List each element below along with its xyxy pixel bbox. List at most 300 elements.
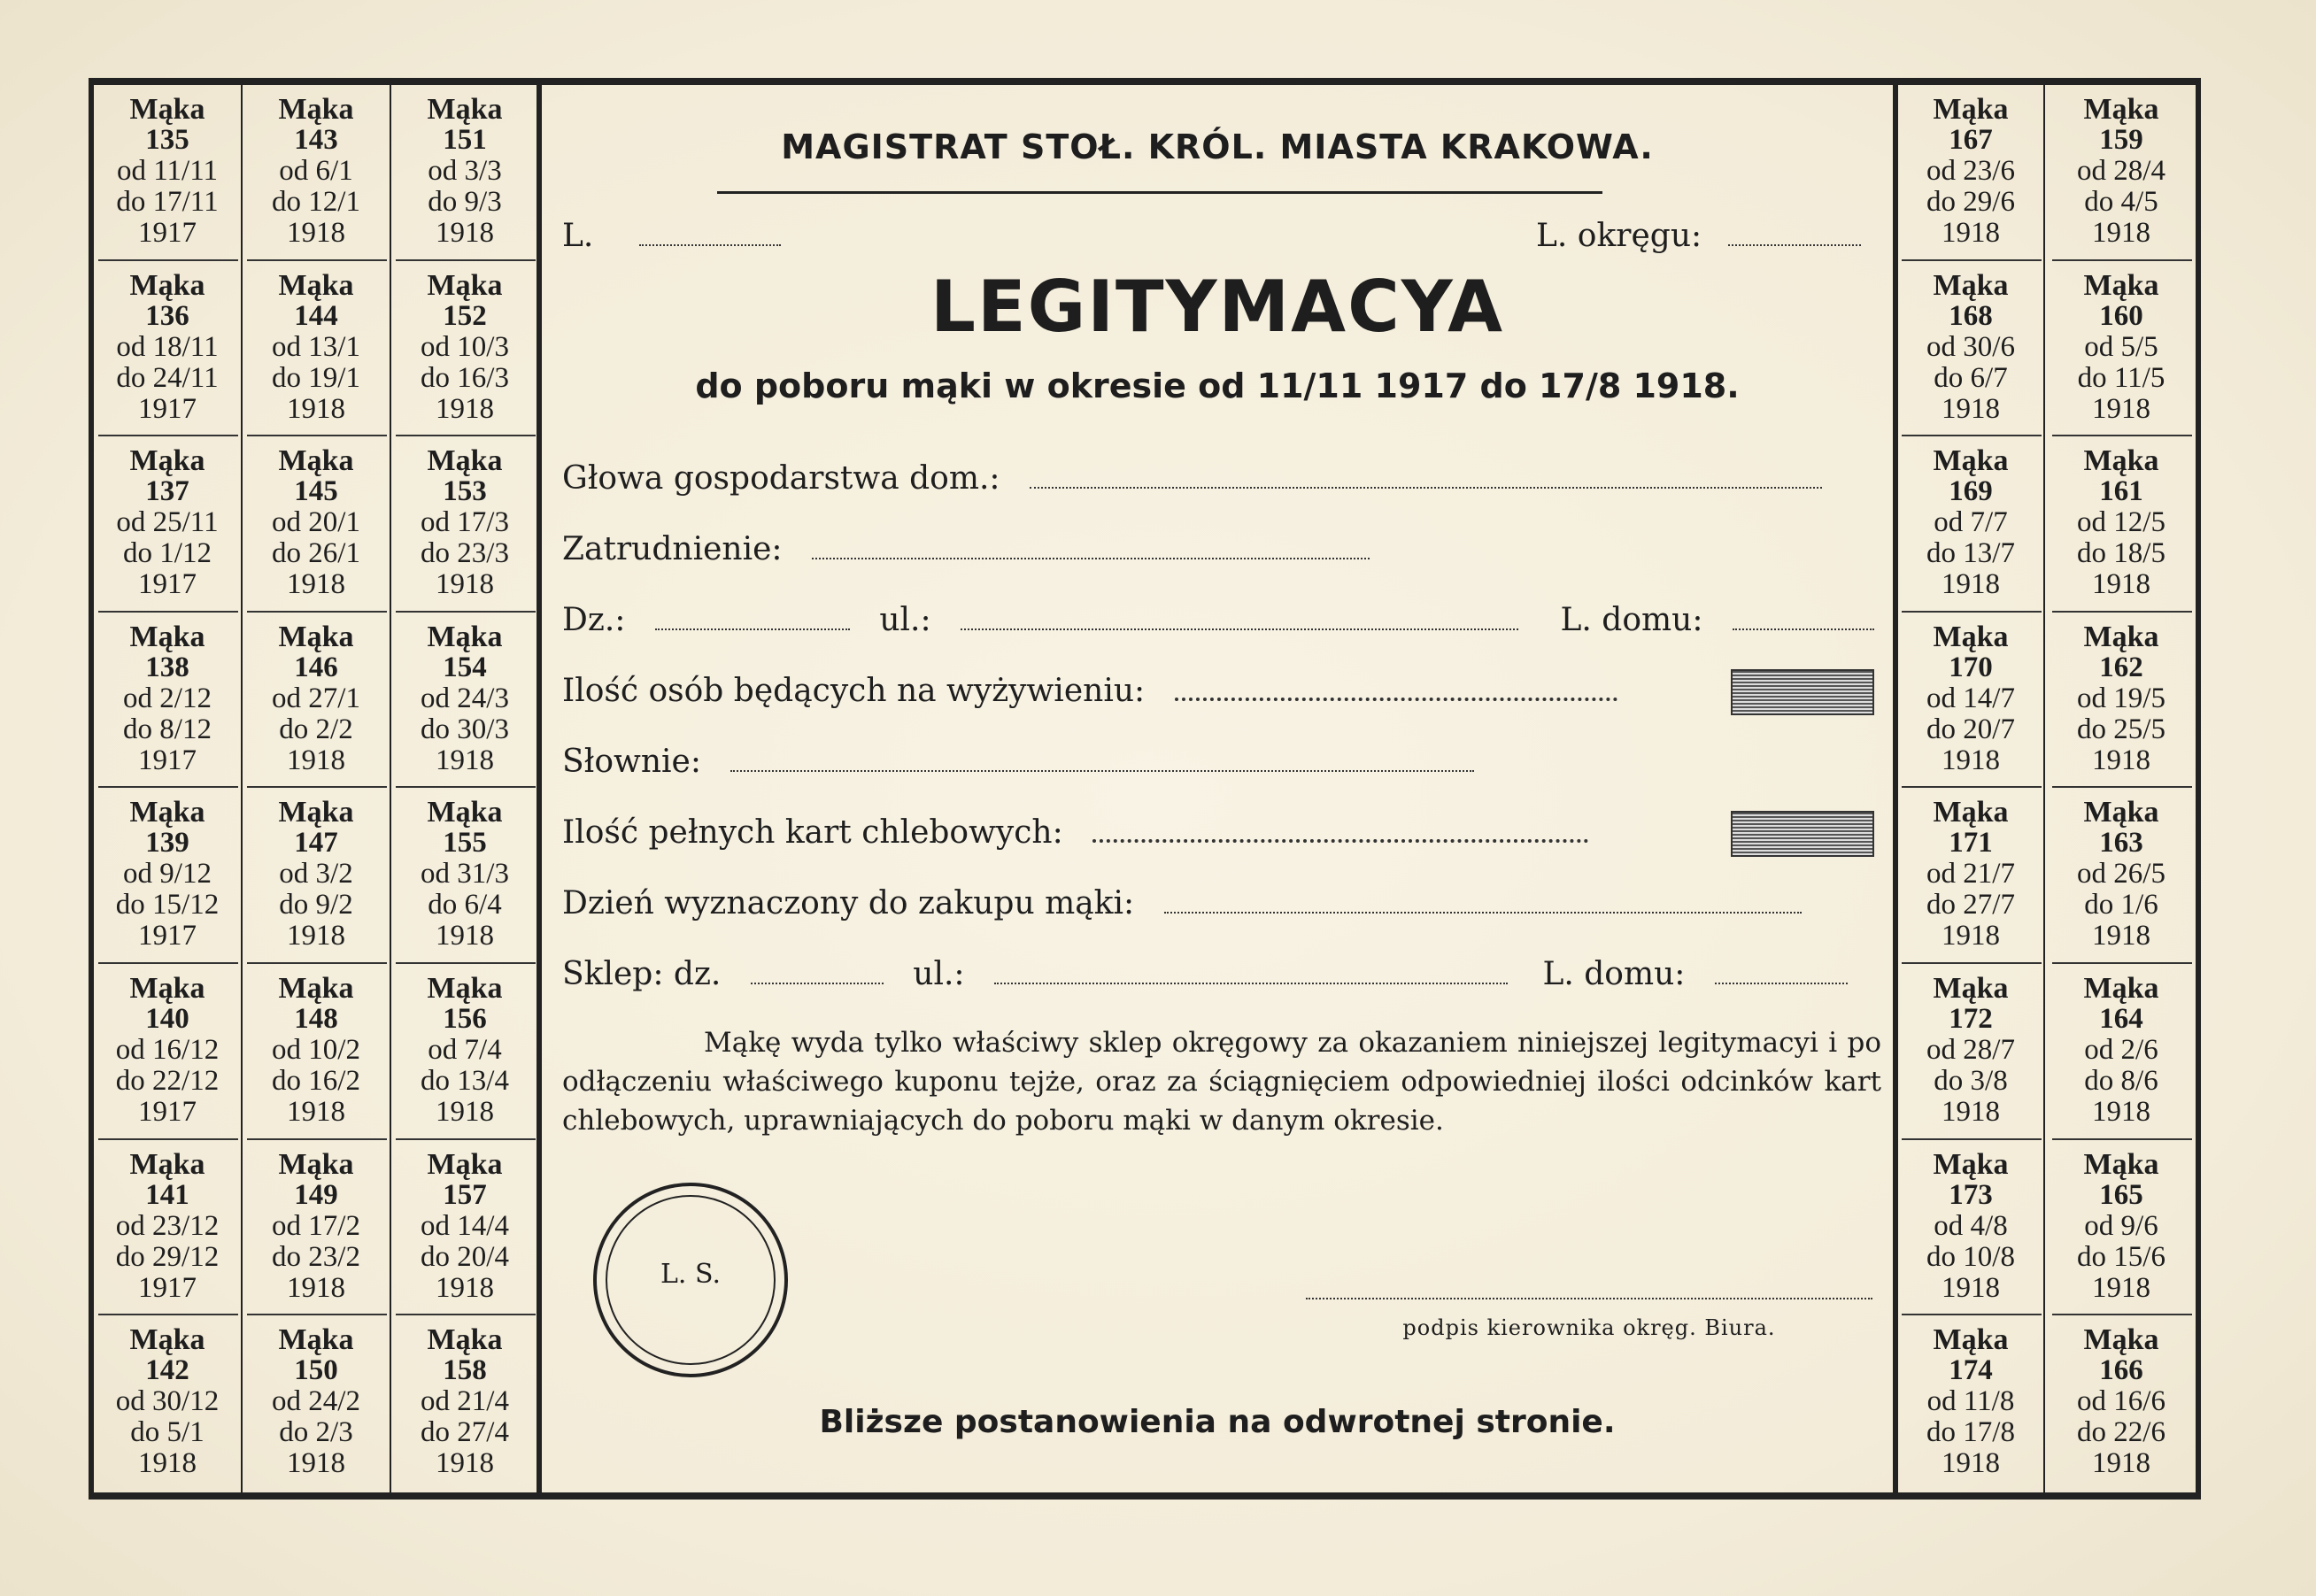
coupon-cell[interactable] (93, 613, 242, 788)
coupon-separator (396, 1138, 536, 1140)
coupon-heading: Mąka (129, 620, 205, 653)
coupon-to: do 3/8 (1934, 1065, 2008, 1097)
coupon-year: 1918 (287, 217, 345, 249)
coupon-heading: Mąka (427, 620, 503, 653)
coupon-cell[interactable] (2047, 613, 2196, 788)
l-label: L. (562, 218, 594, 254)
sklep-ul-label: ul.: (913, 956, 965, 992)
coupon-year: 1917 (138, 392, 197, 425)
coupon-year: 1918 (287, 920, 345, 952)
coupon-to: do 2/3 (279, 1416, 353, 1449)
coupon-from: od 10/2 (272, 1034, 360, 1066)
coupon-from: od 2/6 (2084, 1034, 2158, 1066)
coupon-year: 1918 (2092, 392, 2150, 425)
coupon-cell[interactable] (1896, 436, 2045, 612)
glowa-label: Głowa gospodarstwa dom.: (562, 460, 1000, 497)
glowa-row (562, 460, 1822, 497)
coupon-separator (98, 1138, 238, 1140)
coupon-to: do 9/2 (279, 889, 353, 921)
coupon-cell[interactable] (390, 964, 539, 1139)
coupon-cell[interactable] (390, 1140, 539, 1315)
coupon-to: do 17/11 (116, 186, 219, 218)
coupon-separator (1902, 1314, 2042, 1315)
coupon-from: od 14/7 (1926, 682, 2015, 714)
coupon-to: do 20/7 (1926, 713, 2015, 745)
coupon-heading: Mąka (1933, 972, 2009, 1005)
coupon-cell[interactable] (93, 85, 242, 260)
coupon-from: od 26/5 (2077, 858, 2165, 891)
coupon-to: do 26/1 (272, 537, 360, 570)
coupon-number: 144 (294, 299, 338, 332)
coupon-to: do 1/12 (123, 537, 212, 570)
coupon-year: 1918 (436, 920, 494, 952)
coupon-cell[interactable] (93, 788, 242, 963)
coupon-year: 1918 (1942, 1271, 2000, 1304)
coupon-cell[interactable] (93, 436, 242, 612)
coupon-heading: Mąka (129, 444, 205, 478)
coupon-from: od 31/3 (421, 858, 509, 891)
coupon-number: 146 (294, 651, 338, 683)
seal-label: L. S. (660, 1259, 721, 1290)
coupon-to: do 10/8 (1926, 1240, 2015, 1273)
l-number-field[interactable] (639, 243, 781, 246)
coupon-number: 161 (2099, 475, 2143, 508)
zatrudnienie-label: Zatrudnienie: (562, 531, 783, 567)
coupon-cell[interactable] (1896, 261, 2045, 436)
coupon-year: 1918 (1942, 568, 2000, 601)
coupon-cell[interactable] (1896, 1315, 2045, 1491)
document-subtitle: do poboru mąki w okresie od 11/11 1917 do 17/8 1918. (695, 366, 1740, 405)
kart-row (562, 814, 1588, 851)
coupon-cell[interactable] (93, 964, 242, 1139)
coupon-from: od 27/1 (272, 682, 360, 714)
coupon-cell[interactable] (242, 85, 390, 260)
coupon-year: 1918 (287, 1271, 345, 1304)
osob-label: Ilość osób będących na wyżywieniu: (562, 673, 1146, 709)
coupon-cell[interactable] (2047, 1140, 2196, 1315)
coupon-year: 1918 (436, 392, 494, 425)
footer-note: Bliższe postanowienia na odwrotnej stronie. (819, 1404, 1616, 1440)
coupon-number: 162 (2099, 651, 2143, 683)
coupon-year: 1918 (1942, 1096, 2000, 1128)
sklep-ul-field[interactable] (994, 982, 1508, 984)
coupon-to: do 12/1 (272, 186, 360, 218)
coupon-cell[interactable] (390, 436, 539, 612)
okregu-row (1536, 218, 1861, 254)
coupon-column (2047, 85, 2196, 1492)
dzien-row (562, 885, 1802, 921)
coupon-from: od 6/1 (279, 155, 353, 187)
dz-label: Dz.: (562, 602, 626, 638)
coupon-to: do 29/6 (1926, 186, 2015, 218)
coupon-number: 169 (1949, 475, 1993, 508)
coupon-to: do 6/4 (428, 889, 502, 921)
coupon-heading: Mąka (2083, 972, 2159, 1005)
coupon-cell[interactable] (2047, 261, 2196, 436)
sklep-dz-field[interactable] (751, 982, 884, 984)
coupon-from: od 20/1 (272, 506, 360, 539)
coupon-heading: Mąka (278, 268, 354, 302)
coupon-column (242, 85, 390, 1492)
coupon-year: 1918 (436, 568, 494, 601)
coupon-year: 1918 (287, 568, 345, 601)
coupon-to: do 27/7 (1926, 889, 2015, 921)
l-number-row (562, 218, 781, 254)
ldomu-field[interactable] (1733, 628, 1874, 630)
coupon-number: 156 (443, 1003, 487, 1035)
coupon-cell[interactable] (242, 1315, 390, 1491)
coupon-number: 157 (443, 1178, 487, 1211)
coupon-separator (396, 1314, 536, 1315)
coupon-from: od 7/4 (428, 1034, 502, 1066)
coupon-to: do 22/12 (115, 1065, 220, 1097)
slownie-label: Słownie: (562, 744, 701, 780)
osob-leader (1175, 697, 1617, 701)
coupon-cell[interactable] (2047, 85, 2196, 260)
coupon-heading: Mąka (129, 268, 205, 302)
coupon-separator (396, 786, 536, 788)
coupon-heading: Mąka (427, 444, 503, 478)
coupon-heading: Mąka (2083, 93, 2159, 126)
coupon-from: od 16/6 (2077, 1385, 2165, 1418)
coupon-from: od 17/3 (421, 506, 509, 539)
coupon-cell[interactable] (2047, 788, 2196, 963)
coupon-to: do 13/7 (1926, 537, 2015, 570)
coupon-separator (396, 611, 536, 613)
coupon-from: od 28/4 (2077, 155, 2165, 187)
coupon-year: 1918 (2092, 920, 2150, 952)
coupon-to: do 4/5 (2084, 186, 2158, 218)
coupon-separator (247, 1138, 387, 1140)
coupon-to: do 15/6 (2077, 1240, 2165, 1273)
coupon-separator (1902, 435, 2042, 436)
glowa-field[interactable] (1030, 486, 1822, 489)
kart-label: Ilość pełnych kart chlebowych: (562, 814, 1063, 851)
coupon-separator (2052, 1138, 2192, 1140)
coupon-number: 160 (2099, 299, 2143, 332)
coupon-year: 1918 (2092, 217, 2150, 249)
coupon-from: od 16/12 (115, 1034, 220, 1066)
coupon-cell[interactable] (1896, 788, 2045, 963)
coupon-separator (1902, 962, 2042, 964)
coupon-to: do 2/2 (279, 713, 353, 745)
coupon-heading: Mąka (2083, 268, 2159, 302)
coupon-number: 158 (443, 1354, 487, 1387)
coupon-from: od 12/5 (2077, 506, 2165, 539)
coupon-year: 1918 (287, 392, 345, 425)
coupon-separator (396, 259, 536, 261)
legitimation-form (540, 85, 1895, 1492)
coupon-to: do 1/6 (2084, 889, 2158, 921)
coupon-cell[interactable] (390, 261, 539, 436)
coupon-to: do 20/4 (421, 1240, 509, 1273)
coupon-number: 137 (145, 475, 189, 508)
coupon-cell[interactable] (242, 261, 390, 436)
coupon-to: do 29/12 (115, 1240, 220, 1273)
coupon-to: do 22/6 (2077, 1416, 2165, 1449)
coupon-year: 1918 (436, 1447, 494, 1480)
coupon-from: od 3/3 (428, 155, 502, 187)
kart-leader (1092, 838, 1588, 843)
coupon-from: od 28/7 (1926, 1034, 2015, 1066)
coupon-to: do 18/5 (2077, 537, 2165, 570)
signature-caption: podpis kierownika okręg. Biura. (1402, 1315, 1776, 1340)
coupon-number: 138 (145, 651, 189, 683)
coupon-heading: Mąka (278, 1323, 354, 1357)
coupon-separator (247, 786, 387, 788)
coupon-heading: Mąka (1933, 796, 2009, 829)
coupon-year: 1918 (1942, 217, 2000, 249)
coupon-heading: Mąka (1933, 1147, 2009, 1181)
coupon-heading: Mąka (129, 1323, 205, 1357)
coupon-number: 136 (145, 299, 189, 332)
coupon-to: do 17/8 (1926, 1416, 2015, 1449)
coupon-separator (98, 259, 238, 261)
coupon-number: 159 (2099, 124, 2143, 156)
seal-circle (593, 1183, 788, 1377)
coupon-year: 1918 (287, 1096, 345, 1128)
notice-paragraph: Mąkę wyda tylko właściwy sklep okręgowy za okazaniem niniejszej legitymacyi i po odłączeniu właściwego kuponu tejże, oraz za ściągnięciem odpowiedniej ilości odcinków kart chlebowych, uprawniających do poboru mąki w danym okresie. (562, 1027, 1881, 1137)
coupon-year: 1917 (138, 568, 197, 601)
coupon-year: 1918 (2092, 1447, 2150, 1480)
coupon-year: 1918 (138, 1447, 197, 1480)
coupon-to: do 8/12 (123, 713, 212, 745)
sklep-row (562, 956, 1848, 992)
coupon-separator (247, 259, 387, 261)
dz-field[interactable] (655, 628, 850, 630)
coupon-number: 154 (443, 651, 487, 683)
coupon-cell[interactable] (93, 1140, 242, 1315)
coupon-year: 1917 (138, 1096, 197, 1128)
coupon-cell[interactable] (93, 1315, 242, 1491)
coupon-to: do 15/12 (115, 889, 220, 921)
coupon-cell[interactable] (242, 788, 390, 963)
coupon-heading: Mąka (2083, 444, 2159, 478)
coupon-cell[interactable] (1896, 964, 2045, 1139)
coupon-cell[interactable] (2047, 964, 2196, 1139)
coupon-year: 1918 (436, 1096, 494, 1128)
coupon-number: 149 (294, 1178, 338, 1211)
coupon-from: od 21/4 (421, 1385, 509, 1418)
coupon-from: od 17/2 (272, 1209, 360, 1242)
okregu-label: L. okręgu: (1536, 218, 1702, 254)
osob-count-box[interactable] (1731, 669, 1874, 715)
sklep-label: Sklep: dz. (562, 956, 722, 992)
ul-field[interactable] (961, 628, 1518, 630)
coupon-number: 170 (1949, 651, 1993, 683)
frame-top-border (89, 78, 2201, 85)
coupon-heading: Mąka (129, 796, 205, 829)
header-rule (717, 191, 1602, 194)
coupon-separator (247, 962, 387, 964)
coupon-heading: Mąka (427, 268, 503, 302)
coupon-from: od 30/12 (115, 1385, 220, 1418)
coupon-number: 152 (443, 299, 487, 332)
coupon-separator (1902, 259, 2042, 261)
coupon-year: 1918 (2092, 568, 2150, 601)
coupon-number: 141 (145, 1178, 189, 1211)
coupon-year: 1917 (138, 1271, 197, 1304)
coupon-to: do 24/11 (116, 361, 219, 394)
coupon-to: do 27/4 (421, 1416, 509, 1449)
coupon-number: 172 (1949, 1003, 1993, 1035)
coupon-separator (98, 1314, 238, 1315)
coupon-separator (98, 611, 238, 613)
coupon-separator (98, 435, 238, 436)
coupon-from: od 23/12 (115, 1209, 220, 1242)
slownie-row (562, 744, 1474, 780)
coupon-from: od 23/6 (1926, 155, 2015, 187)
coupon-from: od 18/11 (116, 330, 219, 363)
address-row (562, 602, 1874, 638)
coupon-column (93, 85, 242, 1492)
coupon-heading: Mąka (1933, 1323, 2009, 1357)
coupon-cell[interactable] (242, 436, 390, 612)
coupon-cell[interactable] (390, 1315, 539, 1491)
coupon-heading: Mąka (427, 1147, 503, 1181)
coupon-year: 1918 (436, 217, 494, 249)
coupon-from: od 25/11 (116, 506, 219, 539)
coupon-number: 145 (294, 475, 338, 508)
coupon-heading: Mąka (1933, 444, 2009, 478)
coupon-separator (247, 1314, 387, 1315)
coupon-year: 1918 (1942, 392, 2000, 425)
coupon-to: do 25/5 (2077, 713, 2165, 745)
coupon-heading: Mąka (278, 444, 354, 478)
coupon-separator (1902, 1138, 2042, 1140)
zatrudnienie-field[interactable] (812, 557, 1370, 559)
coupon-from: od 3/2 (279, 858, 353, 891)
coupon-number: 168 (1949, 299, 1993, 332)
coupon-from: od 4/8 (1934, 1209, 2008, 1242)
coupon-year: 1918 (1942, 744, 2000, 776)
coupon-to: do 9/3 (428, 186, 502, 218)
coupon-heading: Mąka (427, 1323, 503, 1357)
coupon-cell[interactable] (390, 85, 539, 260)
coupon-from: od 9/12 (123, 858, 212, 891)
coupon-column (390, 85, 539, 1492)
zatrudnienie-row (562, 531, 1370, 567)
coupon-number: 164 (2099, 1003, 2143, 1035)
coupon-year: 1918 (1942, 920, 2000, 952)
coupon-number: 166 (2099, 1354, 2143, 1387)
osob-row (562, 673, 1617, 709)
coupon-heading: Mąka (427, 972, 503, 1005)
coupon-heading: Mąka (278, 93, 354, 126)
coupon-heading: Mąka (1933, 268, 2009, 302)
coupon-cell[interactable] (1896, 613, 2045, 788)
coupon-number: 142 (145, 1354, 189, 1387)
coupon-cell[interactable] (390, 788, 539, 963)
coupon-separator (2052, 786, 2192, 788)
coupon-separator (247, 435, 387, 436)
dzien-field[interactable] (1164, 911, 1802, 914)
coupon-from: od 14/4 (421, 1209, 509, 1242)
coupon-from: od 2/12 (123, 682, 212, 714)
coupon-heading: Mąka (1933, 93, 2009, 126)
dzien-label: Dzień wyznaczony do zakupu mąki: (562, 885, 1135, 921)
coupon-separator (2052, 611, 2192, 613)
coupon-from: od 5/5 (2084, 330, 2158, 363)
coupon-to: do 23/2 (272, 1240, 360, 1273)
coupon-year: 1918 (2092, 1271, 2150, 1304)
frame-right-border (2196, 78, 2201, 1500)
coupon-from: od 7/7 (1934, 506, 2008, 539)
coupon-from: od 10/3 (421, 330, 509, 363)
coupon-year: 1917 (138, 744, 197, 776)
coupon-cell[interactable] (390, 613, 539, 788)
coupon-number: 143 (294, 124, 338, 156)
coupon-heading: Mąka (278, 1147, 354, 1181)
coupon-number: 148 (294, 1003, 338, 1035)
coupon-number: 165 (2099, 1178, 2143, 1211)
kart-count-box[interactable] (1731, 811, 1874, 857)
coupon-number: 151 (443, 124, 487, 156)
coupon-separator (2052, 1314, 2192, 1315)
coupon-cell[interactable] (242, 1140, 390, 1315)
coupon-cell[interactable] (1896, 85, 2045, 260)
coupon-number: 167 (1949, 124, 1993, 156)
coupon-to: do 23/3 (421, 537, 509, 570)
coupon-heading: Mąka (427, 796, 503, 829)
coupon-number: 174 (1949, 1354, 1993, 1387)
coupon-year: 1918 (436, 744, 494, 776)
coupon-column (1896, 85, 2045, 1492)
coupon-to: do 8/6 (2084, 1065, 2158, 1097)
coupon-to: do 13/4 (421, 1065, 509, 1097)
coupon-cell[interactable] (1896, 1140, 2045, 1315)
coupon-from: od 9/6 (2084, 1209, 2158, 1242)
coupon-number: 155 (443, 827, 487, 860)
coupon-year: 1918 (2092, 744, 2150, 776)
coupon-from: od 13/1 (272, 330, 360, 363)
coupon-from: od 24/3 (421, 682, 509, 714)
coupon-cell[interactable] (2047, 1315, 2196, 1491)
issuer-header: MAGISTRAT STOŁ. KRÓL. MIASTA KRAKOWA. (781, 127, 1654, 166)
coupon-year: 1918 (287, 744, 345, 776)
coupon-separator (396, 435, 536, 436)
coupon-heading: Mąka (129, 93, 205, 126)
coupon-cell[interactable] (2047, 436, 2196, 612)
coupon-separator (98, 962, 238, 964)
coupon-from: od 30/6 (1926, 330, 2015, 363)
ldomu-label: L. domu: (1560, 602, 1703, 638)
coupon-to: do 5/1 (130, 1416, 205, 1449)
coupon-number: 139 (145, 827, 189, 860)
coupon-year: 1918 (2092, 1096, 2150, 1128)
coupon-year: 1918 (436, 1271, 494, 1304)
signature-line[interactable] (1306, 1298, 1872, 1299)
coupon-to: do 16/3 (421, 361, 509, 394)
coupon-heading: Mąka (427, 93, 503, 126)
sklep-ldomu-field[interactable] (1715, 982, 1848, 984)
coupon-number: 140 (145, 1003, 189, 1035)
coupon-number: 171 (1949, 827, 1993, 860)
coupon-cell[interactable] (242, 613, 390, 788)
coupon-separator (2052, 259, 2192, 261)
coupon-to: do 6/7 (1934, 361, 2008, 394)
coupon-separator (98, 786, 238, 788)
slownie-field[interactable] (730, 769, 1474, 772)
coupon-cell[interactable] (242, 964, 390, 1139)
coupon-cell[interactable] (93, 261, 242, 436)
coupon-heading: Mąka (2083, 1323, 2159, 1357)
coupon-heading: Mąka (1933, 620, 2009, 653)
coupon-number: 163 (2099, 827, 2143, 860)
okregu-field[interactable] (1728, 243, 1861, 246)
coupon-number: 153 (443, 475, 487, 508)
coupon-year: 1917 (138, 217, 197, 249)
